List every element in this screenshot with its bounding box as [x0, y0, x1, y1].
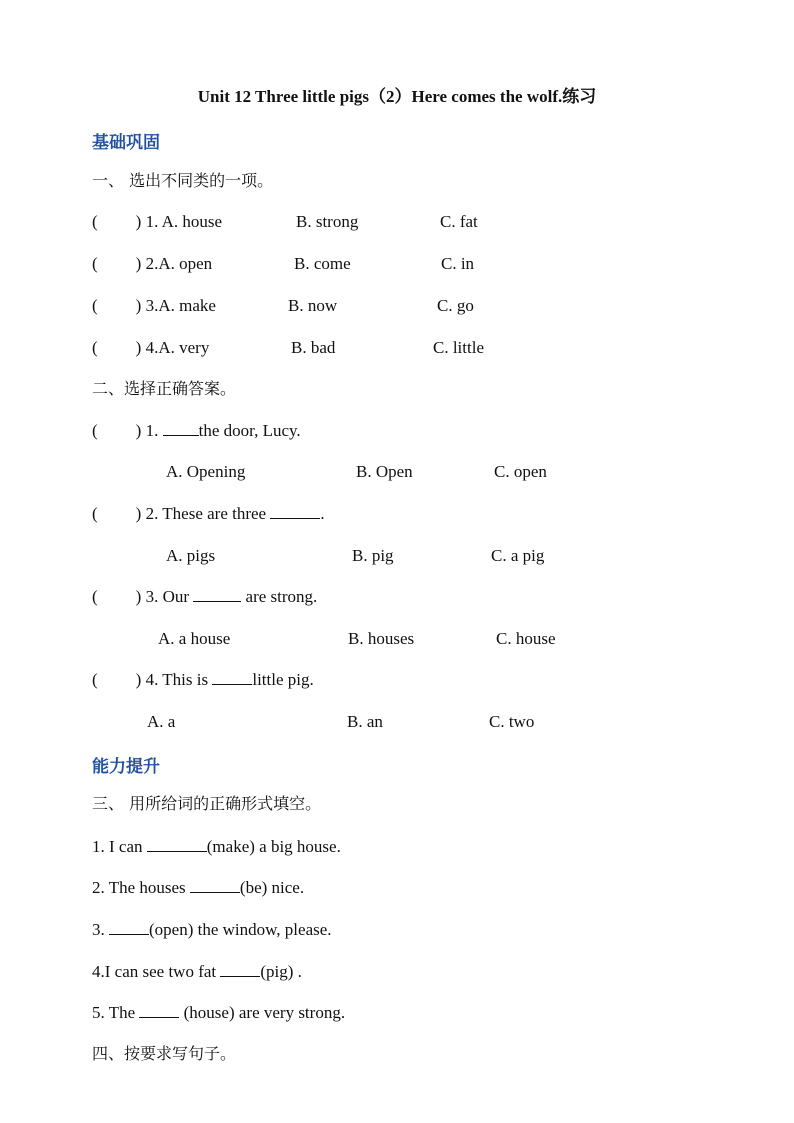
q1-item-4-b: B. bad [291, 338, 336, 357]
q3-item-5: 5. The (house) are very strong. [92, 1003, 346, 1022]
q2-item-1: ( ) 1. the door, Lucy. [92, 421, 301, 440]
q2-item-3-b: B. houses [348, 629, 415, 648]
q1-item-1-c: C. fat [440, 212, 478, 231]
q1-item-2-b: B. come [294, 254, 351, 273]
q2-item-2-b: B. pig [352, 546, 394, 565]
q2-item-1-b: B. Open [356, 462, 413, 481]
q3-item-3: 3. (open) the window, please. [92, 920, 332, 939]
question-4-label: 四、按要求写句子。 [92, 1044, 237, 1063]
q1-item-4: ( ) 4.A. very [92, 338, 210, 357]
q1-item-1: ( ) 1. A. house [92, 212, 223, 231]
q2-item-2-a: A. pigs [166, 546, 216, 565]
q1-item-3-a: ) 3.A. make [135, 296, 216, 315]
q2-item-3-c: C. house [496, 629, 556, 648]
q1-item-4-c: C. little [433, 338, 484, 357]
q2-item-3-a: A. a house [158, 629, 231, 648]
question-2-label: 二、选择正确答案。 [92, 379, 237, 398]
q2-item-3: ( ) 3. Our are strong. [92, 587, 318, 606]
q2-item-4-c: C. two [489, 712, 535, 731]
q2-item-1-c: C. open [494, 462, 547, 481]
q3-item-2: 2. The houses (be) nice. [92, 878, 305, 897]
question-3-label: 三、 用所给词的正确形式填空。 [92, 794, 322, 813]
q3-item-1: 1. I can (make) a big house. [92, 837, 341, 856]
q1-item-2-c: C. in [441, 254, 475, 273]
q2-item-2: ( ) 2. These are three . [92, 504, 325, 523]
q1-item-3: ( ) 3.A. make [92, 296, 216, 315]
answer-blank [212, 670, 252, 685]
q1-item-1-b: B. strong [296, 212, 359, 231]
q2-item-4-b: B. an [347, 712, 383, 731]
q2-item-2-c: C. a pig [491, 546, 545, 565]
page-title: Unit 12 Three little pigs（2）Here comes the wolf.练习 [197, 87, 597, 106]
answer-blank [220, 962, 260, 977]
q1-item-2-a: ) 2.A. open [135, 254, 213, 273]
q2-item-4-a: A. a [147, 712, 176, 731]
answer-blank [270, 504, 320, 519]
answer-blank [139, 1003, 179, 1018]
q1-item-1-a: ) 1. A. house [135, 212, 223, 231]
q3-item-4: 4.I can see two fat (pig) . [92, 962, 302, 981]
q1-item-3-b: B. now [288, 296, 338, 315]
answer-blank [193, 587, 241, 602]
section-heading-advanced: 能力提升 [92, 757, 160, 777]
answer-blank [163, 421, 199, 436]
answer-blank [109, 920, 149, 935]
q1-item-2: ( ) 2.A. open [92, 254, 213, 273]
answer-blank [190, 878, 240, 893]
section-heading-basic: 基础巩固 [92, 133, 160, 153]
q2-item-1-a: A. Opening [166, 462, 246, 481]
q2-item-4: ( ) 4. This is little pig. [92, 670, 314, 689]
q1-item-3-c: C. go [437, 296, 474, 315]
answer-blank [147, 837, 207, 852]
q1-item-4-a: ) 4.A. very [135, 338, 210, 357]
question-1-label: 一、 选出不同类的一项。 [92, 171, 274, 190]
